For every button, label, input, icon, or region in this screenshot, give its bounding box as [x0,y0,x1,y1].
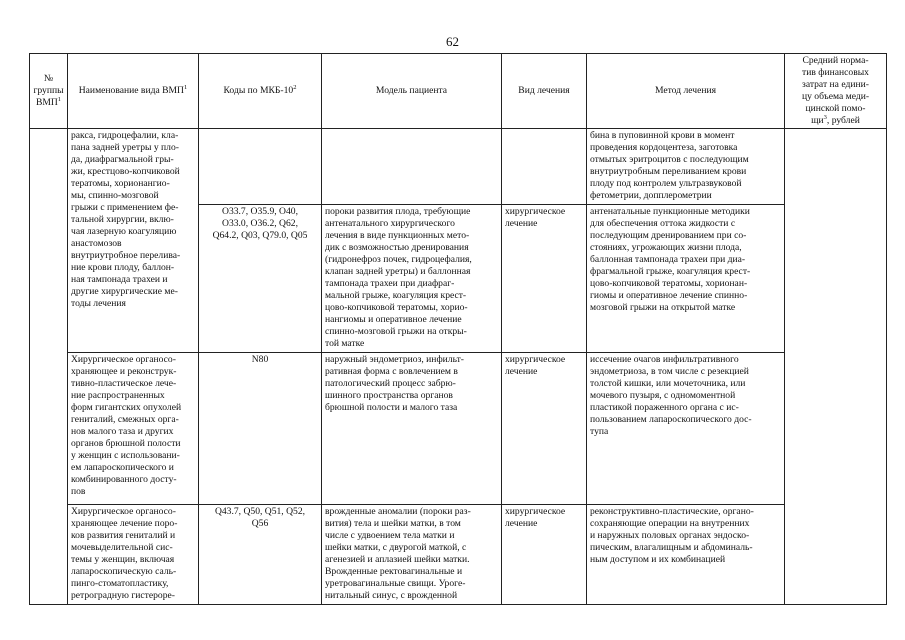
header-patient-model: Модель пациента [322,54,502,129]
treatment-type-cell: хирургическое лечение [502,505,587,605]
vmp-name-cell: Хирургическое органосо- храняющее и реконструк- тивно-пластическое лече- ние распространенных форм гигантских опухолей гениталий, смежных орга- нов малого таза и других органов брюшной полости у женщин с использовани- ем лапароскопического и комбинированного досту- пов [68,353,199,505]
vmp-name-cell: Хирургическое органосо- храняющее лечение поро- ков развития гениталий и мочевыделительной сис- темы у женщин, включая лапароскопическую саль- пинго-стоматопластику, ретроградную гистероре- [68,505,199,605]
codes-cell: O33.7, O35.9, O40, O33.0, O36.2, Q62, Q64.2, Q03, Q79.0, Q05 [199,205,322,353]
patient-model-cell: наружный эндометриоз, инфильт- ративная форма с вовлечением в патологический процесс забрю- шинного пространства органов брюшной полости и малого таза [322,353,502,505]
treatment-method-cell: бина в пуповинной крови в момент проведения кордоцентеза, заготовка отмытых эритроцитов с последующим внутриутробным переливанием крови плоду под контролем ультразвуковой фетометрии, допплерометрии [587,129,785,205]
treatment-method-cell: иссечение очагов инфильтративного эндометриоза, в том числе с резекцией толстой кишки, или мочеточника, или мочевого пузыря, с одномоментной пластикой пораженного органа с ис- пользованием лапароскопического дос- тупа [587,353,785,505]
header-group-number: № группы ВМП$^1$ [30,54,68,129]
header-row [30,54,887,129]
patient-model-cell: пороки развития плода, требующие антенатального хирургического лечения в виде пункционных мето- дик с возможностью дренирования (гидронефроз почек, гидроцефалия, клапан задней уретры) и баллонная тампонада трахеи при диафраг- мальной грыже, коагуляция крест- цово-копчиковой тератомы, хорио- нангиомы и оперативное лечение спинно-мозговой грыжи на откры- той матке [322,205,502,353]
codes-cell [199,129,322,205]
treatment-type-cell: хирургическое лечение [502,353,587,505]
treatment-type-cell [502,129,587,205]
table-row [30,129,887,205]
vmp-table [29,53,887,605]
header-cost-norm: Средний норма- тив финансовых затрат на едини- цу объема меди- цинской помо- $щи^3$, рублей [785,54,887,129]
table-row [30,353,887,505]
table-row [30,505,887,605]
codes-cell: N80 [199,353,322,505]
header-treatment-method: Метод лечения [587,54,785,129]
header-mkb-codes: Коды по МКБ-$10^2$ [199,54,322,129]
codes-cell: Q43.7, Q50, Q51, Q52, Q56 [199,505,322,605]
page-number: 62 [446,34,459,49]
patient-model-cell: врожденные аномалии (пороки раз- вития) тела и шейки матки, в том числе с удвоением тела матки и шейки матки, с двурогой маткой, с агенезией и аплазией шейки матки. Врожденные ректовагинальные и уретровагинальные свищи. Уроге- нитальный синус, с врожденной [322,505,502,605]
cost-norm-cell [785,129,887,605]
group-number-cell [30,129,68,605]
treatment-method-cell: реконструктивно-пластические, органо- сохраняющие операции на внутренних и наружных половых органах эндоско- пическим, влагалищным и абдоминаль- ным доступом и их комбинацией [587,505,785,605]
vmp-name-cell: ракса, гидроцефалии, кла- пана задней уретры у пло- да, диафрагмальной гры- жи, крестцово-копчиковой тератомы, хорионангио- мы, спинно-мозговой грыжи с применением фе- тальной хирургии, вклю- чая лазерную коагуляцию анастомозов внутриутробное перелива- ние крови плоду, баллон- ная тампонада трахеи и другие хирургические ме- тоды лечения [68,129,199,353]
header-vmp-name: Наименование вида ВМП$^1$ [68,54,199,129]
patient-model-cell [322,129,502,205]
header-treatment-type: Вид лечения [502,54,587,129]
treatment-type-cell: хирургическое лечение [502,205,587,353]
treatment-method-cell: антенатальные пункционные методики для обеспечения оттока жидкости с последующим дренированием при со- стояниях, угрожающих жизни плода, баллонная тампонада трахеи при диа- фрагмальной грыже, коагуляция крест- цово-копчиковой тератомы, хорионан- гиомы и оперативное лечение спинно- мозговой грыжи на открытой матке [587,205,785,353]
